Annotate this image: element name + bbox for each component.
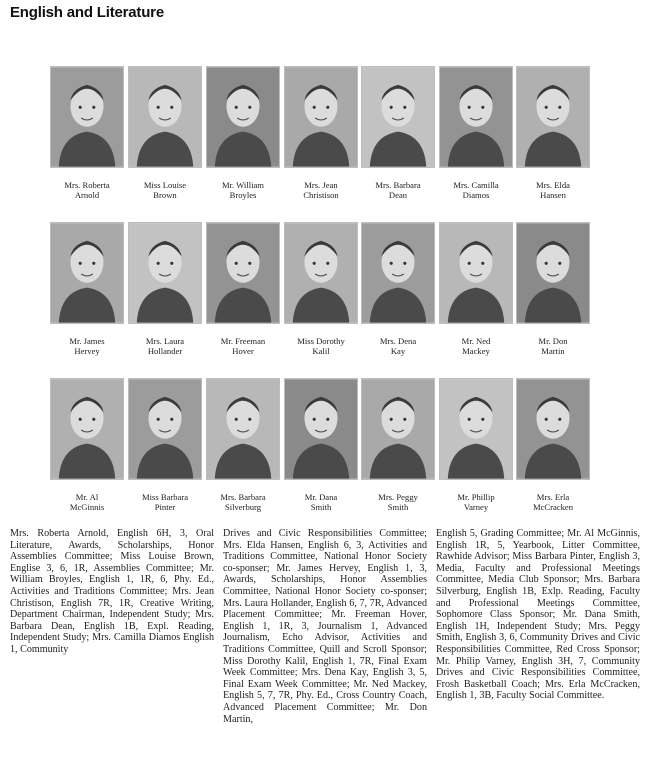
portrait-caption (439, 336, 513, 356)
member-name: Hansen (540, 190, 566, 200)
faculty-member (206, 378, 280, 512)
description-column-2: Drives and Civic Responsibilities Committee; Mrs. Elda Hansen, English 6, 3, Activities and Traditions Committee, National Honor Society co-sponser; Mr. James Hervey, English 1, 3, Awards, Scholarships, Honor Assemblies Committee, National Honor Society co-sponser; Mrs. Laura Hollander, English 6, 7, 7R, Advanced Placement Committee; Mr. Freeman Hover, English 1, 1R, 3, Journalism 1, Advanced Journalism, Echo Advisor, Activities and Traditions Committee, Quill and Scroll Sponsor; Miss Dorothy Kalil, English 1, 7R, Final Exam Week Committee; Mrs. Dena Kay, English 3, 5, Final Exam Week Committee; Mr. Ned Mackey, English 5, 7, 7R, Phy. Ed., Cross Country Coach, Advanced Placement Committee; Mr. Don Martin, (223, 528, 427, 725)
member-title: Miss Barbara (141, 492, 189, 502)
portrait-photo (439, 66, 513, 168)
portrait-caption (516, 336, 590, 356)
member-name: Kalil (312, 346, 330, 356)
member-name: Smith (310, 502, 332, 512)
portrait-caption (128, 336, 202, 356)
member-name: Brown (153, 190, 177, 200)
member-name: Hervey (74, 346, 100, 356)
faculty-member (439, 66, 513, 200)
portrait-photo (128, 222, 202, 324)
faculty-member (516, 66, 590, 200)
portrait-photo (206, 66, 280, 168)
faculty-member (50, 66, 124, 200)
portrait-photo (439, 222, 513, 324)
member-title: Mrs. Barbara (220, 492, 266, 502)
member-name: Martin (541, 346, 565, 356)
portrait-photo (128, 66, 202, 168)
portrait-caption (50, 180, 124, 200)
portrait-caption (284, 336, 358, 356)
member-name: Christison (303, 190, 339, 200)
portrait-photo (284, 222, 358, 324)
member-title: Mr. Don (538, 336, 568, 346)
faculty-member (516, 378, 590, 512)
faculty-member (50, 378, 124, 512)
portrait-photo (516, 66, 590, 168)
portrait-caption (361, 336, 435, 356)
portrait-caption (439, 492, 513, 512)
portrait-caption (206, 336, 280, 356)
member-title: Mrs. Elda (536, 180, 570, 190)
portrait-caption (284, 492, 358, 512)
portrait-photo (361, 222, 435, 324)
portrait-caption (128, 492, 202, 512)
description-column-1: Mrs. Roberta Arnold, English 6H, 3, Oral Literature, Awards, Scholarships, Honor Assemblies Committee; Miss Louise Brown, Englise 3, 6, 1R, Assemblies Committee; Mr. William Broyles, English 1, 1R, 6, Phy. Ed., Activities and Traditions Committee; Mrs. Jean Christison, English 7R, 1R, Creative Writing, Department Chairman, Independent Study; Mrs. Barbara Dean, English 1B, Expl. Reading, Independent Study; Mrs. Camilla Diamos English 1, Community (10, 528, 214, 655)
faculty-member (361, 66, 435, 200)
portrait-photo (50, 222, 124, 324)
faculty-member (206, 222, 280, 356)
member-title: Mrs. Barbara (375, 180, 421, 190)
member-title: Mrs. Erla (536, 492, 570, 502)
faculty-member (284, 66, 358, 200)
section-title: English and Literature (10, 4, 164, 21)
portrait-caption (361, 180, 435, 200)
member-name: Smith (387, 502, 409, 512)
member-title: Mr. Freeman (220, 336, 266, 346)
member-name: Arnold (74, 190, 100, 200)
portrait-photo (284, 378, 358, 480)
faculty-member (206, 66, 280, 200)
portrait-photo (361, 378, 435, 480)
member-name: Kay (390, 346, 406, 356)
portrait-caption (50, 336, 124, 356)
member-title: Mr. Dana (304, 492, 338, 502)
member-name: Hover (232, 346, 254, 356)
member-title: Mr. Ned (461, 336, 491, 346)
member-title: Mrs. Laura (145, 336, 185, 346)
faculty-member (439, 222, 513, 356)
faculty-member (128, 222, 202, 356)
member-name: Mackey (462, 346, 490, 356)
member-title: Miss Dorothy (297, 336, 345, 346)
member-title: Mrs. Roberta (64, 180, 110, 190)
portrait-caption (206, 180, 280, 200)
faculty-descriptions (10, 528, 640, 766)
portrait-caption (516, 180, 590, 200)
member-name: McCracken (532, 502, 574, 512)
faculty-member (439, 378, 513, 512)
member-name: Broyles (229, 190, 257, 200)
portrait-caption (206, 492, 280, 512)
faculty-member (284, 378, 358, 512)
member-name: Diamos (462, 190, 490, 200)
portrait-photo (284, 66, 358, 168)
member-name: Hollander (147, 346, 183, 356)
portrait-photo (439, 378, 513, 480)
member-title: Mr. James (69, 336, 105, 346)
portrait-photo (206, 222, 280, 324)
portrait-photo (50, 66, 124, 168)
member-name: Pinter (154, 502, 176, 512)
member-name: McGinnis (69, 502, 105, 512)
member-title: Mrs. Peggy (378, 492, 418, 502)
member-name: Dean (388, 190, 408, 200)
portrait-caption (128, 180, 202, 200)
member-title: Mr. Phillip (457, 492, 495, 502)
portrait-photo (516, 222, 590, 324)
portrait-photo (361, 66, 435, 168)
faculty-member (361, 222, 435, 356)
member-title: Mrs. Jean (304, 180, 338, 190)
member-title: Mrs. Camilla (453, 180, 499, 190)
portrait-caption (361, 492, 435, 512)
faculty-member (128, 66, 202, 200)
member-title: Mrs. Dena (379, 336, 417, 346)
member-title: Miss Louise (143, 180, 187, 190)
member-title: Mr. William (222, 180, 264, 190)
member-title: Mr. Al (75, 492, 99, 502)
faculty-member (128, 378, 202, 512)
faculty-member (50, 222, 124, 356)
portrait-caption (516, 492, 590, 512)
description-column-3: English 5, Grading Committee; Mr. Al McGinnis, English 1R, 5, Yearbook, Litter Committee, Rawhide Advisor; Miss Barbara Pinter, English 3, Media, Faculty and Professional Meetings Committee, Media Club Sponsor; Mrs. Barbara Silverburg, English 1B, Exlp. Reading, Faculty and Professional Meetings Committee, Sophomore Class Sponsor; Mr. Dana Smith, English 1H, Independent Study; Mrs. Peggy Smith, English 3, 6, Community Drives and Civic Responsibilities Committee, Red Cross Sponsor; Mr. Philip Varney, English 3H, 7, Community Drives and Civic Responsibilities Committee, Frosh Basketball Coach; Mrs. Erla McCracken, English 1, 3B, Faculty Social Committee. (436, 528, 640, 702)
portrait-photo (516, 378, 590, 480)
portrait-caption (284, 180, 358, 200)
portrait-photo (50, 378, 124, 480)
faculty-member (516, 222, 590, 356)
faculty-member (284, 222, 358, 356)
member-name: Silverburg (224, 502, 262, 512)
portrait-caption (50, 492, 124, 512)
portrait-photo (206, 378, 280, 480)
member-name: Varney (463, 502, 489, 512)
faculty-member (361, 378, 435, 512)
portrait-caption (439, 180, 513, 200)
portrait-photo (128, 378, 202, 480)
